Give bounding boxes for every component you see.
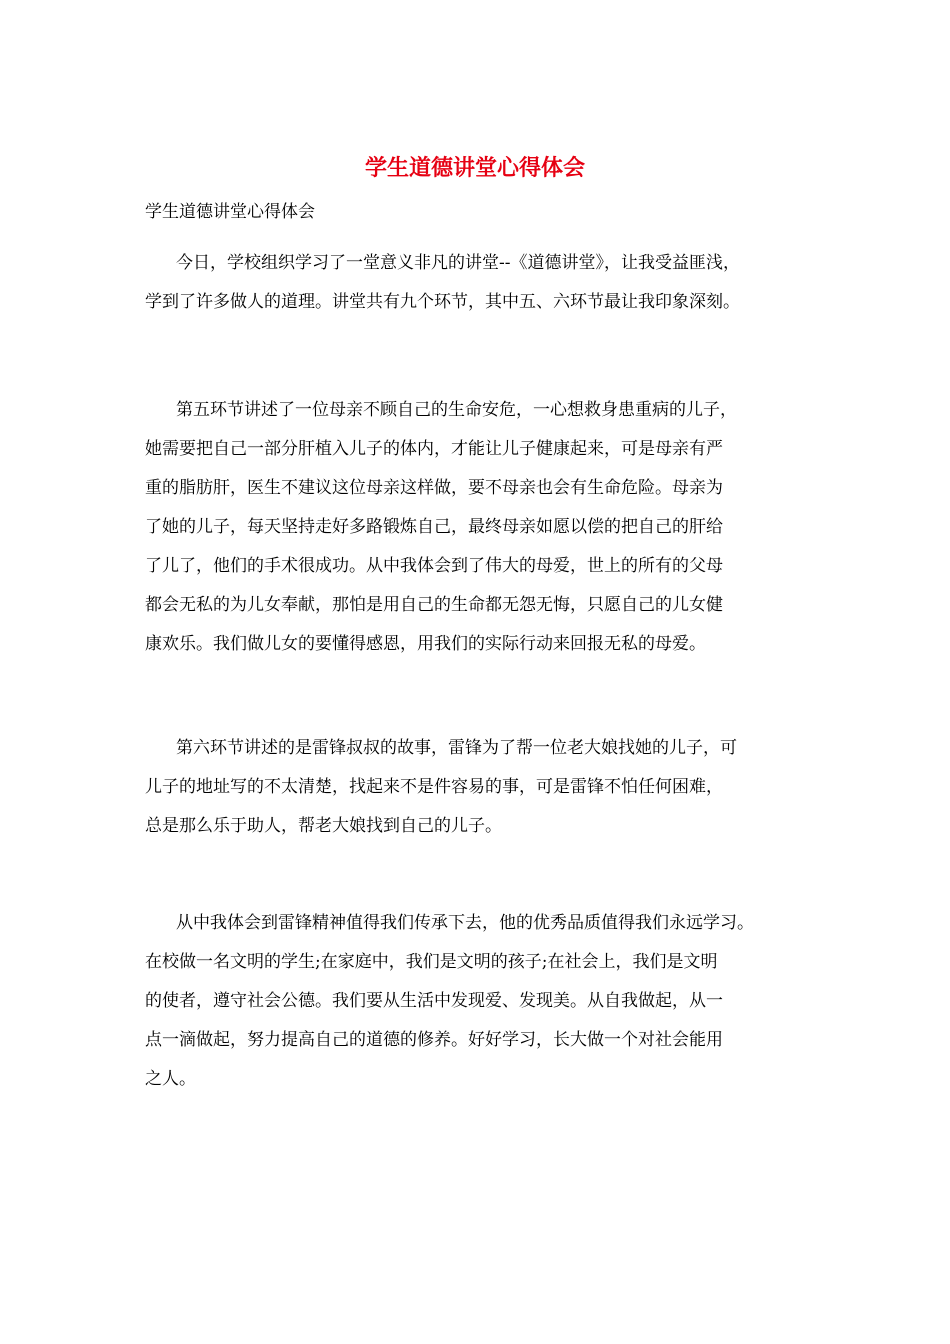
paragraph-3 — [145, 729, 845, 846]
paragraph-line: 点一滴做起，努力提高自己的道德的修养。好好学习，长大做一个对社会能用 — [145, 1030, 723, 1050]
paragraph-line: 她需要把自己一部分肝植入儿子的体内，才能让儿子健康起来，可是母亲有严 — [145, 439, 723, 459]
paragraph-line: 了她的儿子，每天坚持走好多路锻炼自己，最终母亲如愿以偿的把自己的肝给 — [145, 517, 723, 537]
paragraph-line: 之人。 — [145, 1069, 196, 1089]
document-subtitle: 学生道德讲堂心得体会 — [145, 202, 315, 222]
paragraph-1 — [145, 244, 845, 322]
paragraph-line: 从中我体会到雷锋精神值得我们传承下去，他的优秀品质值得我们永远学习。 — [176, 913, 754, 933]
paragraph-2 — [145, 391, 845, 664]
paragraph-line: 今日，学校组织学习了一堂意义非凡的讲堂--《道德讲堂》，让我受益匪浅， — [176, 253, 740, 273]
paragraph-4 — [145, 904, 845, 1099]
paragraph-line: 重的脂肪肝，医生不建议这位母亲这样做，要不母亲也会有生命危险。母亲为 — [145, 478, 723, 498]
paragraph-line: 康欢乐。我们做儿女的要懂得感恩，用我们的实际行动来回报无私的母爱。 — [145, 634, 706, 654]
paragraph-line: 的使者，遵守社会公德。我们要从生活中发现爱、发现美。从自我做起，从一 — [145, 991, 723, 1011]
paragraph-line: 儿子的地址写的不太清楚，找起来不是件容易的事，可是雷锋不怕任何困难， — [145, 777, 723, 797]
paragraph-line: 都会无私的为儿女奉献，那怕是用自己的生命都无怨无悔，只愿自己的儿女健 — [145, 595, 723, 615]
paragraph-line: 学到了许多做人的道理。讲堂共有九个环节，其中五、六环节最让我印象深刻。 — [145, 292, 740, 312]
paragraph-line: 第六环节讲述的是雷锋叔叔的故事，雷锋为了帮一位老大娘找她的儿子，可 — [176, 738, 737, 758]
paragraph-line: 总是那么乐于助人，帮老大娘找到自己的儿子。 — [145, 816, 502, 836]
document-title: 学生道德讲堂心得体会 — [364, 155, 585, 181]
paragraph-line: 了儿了，他们的手术很成功。从中我体会到了伟大的母爱，世上的所有的父母 — [145, 556, 723, 576]
paragraph-line: 第五环节讲述了一位母亲不顾自己的生命安危，一心想救身患重病的儿子， — [176, 400, 737, 420]
paragraph-line: 在校做一名文明的学生;在家庭中，我们是文明的孩子;在社会上，我们是文明 — [145, 952, 718, 972]
